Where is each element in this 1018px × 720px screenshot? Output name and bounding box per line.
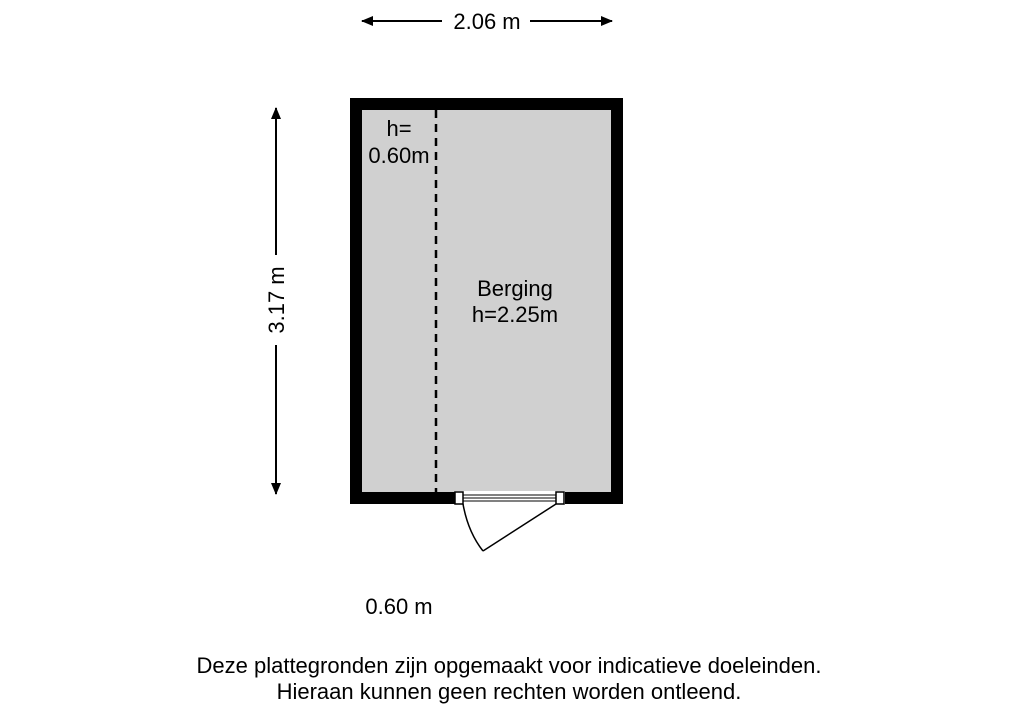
room-height: h=2.25m [471, 302, 559, 327]
door-jamb-left [455, 492, 463, 504]
sloped-height-label-line2: 0.60m [368, 143, 430, 168]
width-dimension [362, 9, 612, 34]
disclaimer [0, 653, 1018, 705]
height-label: 3.17 m [264, 266, 289, 334]
door-swing-arc [463, 504, 483, 551]
door [455, 491, 565, 551]
sub-height-label: 0.60 m [365, 594, 433, 619]
width-label: 2.06 m [453, 9, 521, 34]
sloped-height-label-line1: h= [386, 116, 412, 141]
disclaimer-line-1: Deze plattegronden zijn opgemaakt voor indicatieve doeleinden. [196, 653, 822, 678]
room-name: Berging [477, 276, 553, 301]
door-jamb-right [556, 492, 564, 504]
height-dimension [264, 108, 289, 494]
door-leaf [483, 504, 556, 551]
disclaimer-line-2: Hieraan kunnen geen rechten worden ontleend. [276, 679, 742, 704]
